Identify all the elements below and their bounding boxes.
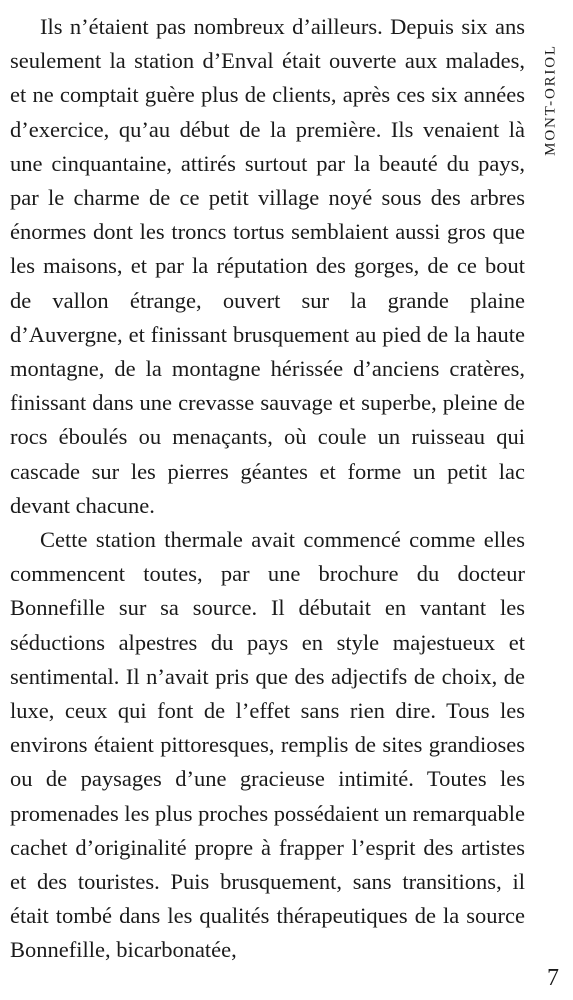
paragraph-2: Cette station thermale avait commencé comme elles commencent toutes, par une brochure du docteur Bonnefille sur sa source. Il débutait en vantant les séductions alpestres du pays en style majestueux et sentimental. Il n’avait pris que des adjectifs de choix, de luxe, ceux qui font de l’effet sans rien dire. Tous les environs étaient pittoresques, remplis de sites grandioses ou de paysages d’une gracieuse intimité. Toutes les promenades les plus proches possédaient un remarquable cachet d’originalité propre à frapper l’esprit des artistes et des touristes. Puis brusquement, sans transitions, il était tombé dans les qualités thérapeutiques de la source Bonnefille, bicarbonatée, bbox=[10, 527, 525, 963]
running-head bbox=[535, 20, 567, 180]
paragraph-1: Ils n’étaient pas nombreux d’ailleurs. Depuis six ans seulement la station d’Enval était ouverte aux malades, et ne comptait guère plus de clients, après ces six années d’exercice, qu’au début de la première. Ils venaient là une cinquantaine, attirés surtout par la beauté du pays, par le charme de ce petit village noyé sous des arbres énormes dont les troncs tortus semblaient aussi gros que les maisons, et par la réputation des gorges, de ce bout de vallon étrange, ouvert sur la grande plaine d’Auvergne, et finissant brusquement au pied de la haute montagne, de la montagne hérissée d’anciens cratères, finissant dans une crevasse sauvage et superbe, pleine de rocs éboulés ou menaçants, où coule un ruisseau qui cascade sur les pierres géantes et forme un petit lac devant chacune. bbox=[10, 14, 525, 518]
page-number: 7 bbox=[547, 965, 559, 991]
running-head-title: MONT-ORIOL bbox=[542, 44, 559, 156]
body-text bbox=[10, 10, 525, 968]
